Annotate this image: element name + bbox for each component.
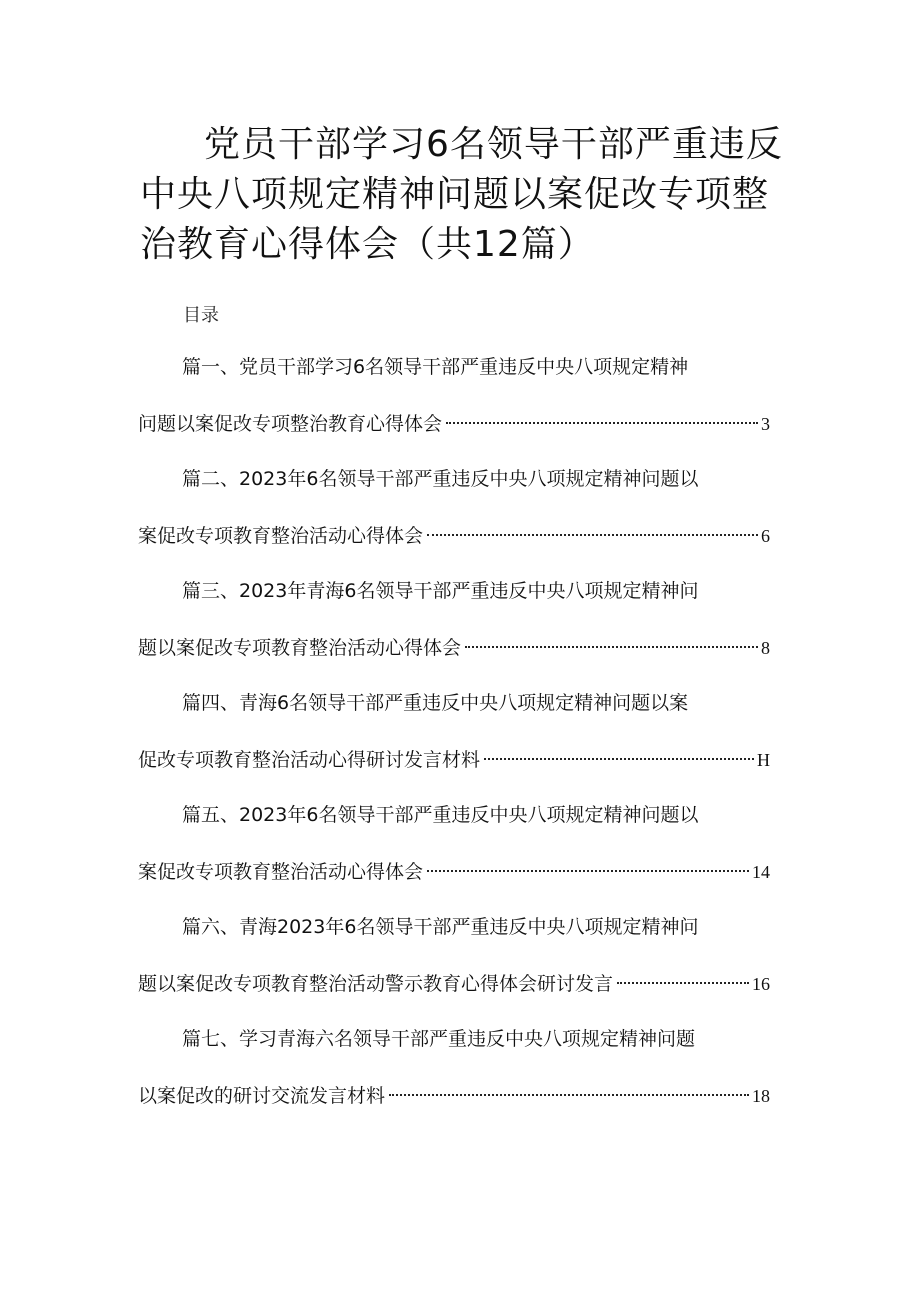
toc-entry-title-line2 (138, 633, 770, 663)
dot-leader (446, 422, 758, 424)
toc-page-number: 6 (761, 526, 770, 546)
toc-entry-title-line2 (138, 969, 770, 999)
toc-entry-title-continuation: 促改专项教育整治活动心得研讨发言材料 (138, 749, 481, 771)
toc-entry-title-continuation: 题以案促改专项教育整治活动警示教育心得体会研讨发言 (138, 973, 614, 995)
toc-page-number: 3 (761, 414, 770, 434)
table-of-contents (138, 352, 778, 1136)
toc-entry-title-line1: 篇六、青海2023年6名领导干部严重违反中央八项规定精神问 (182, 916, 699, 938)
toc-entry-title-continuation: 问题以案促改专项整治教育心得体会 (138, 413, 443, 435)
toc-page-number: H (757, 750, 770, 770)
dot-leader (427, 534, 758, 536)
toc-entry[interactable] (138, 800, 778, 912)
toc-entry-title-line1: 篇三、2023年青海6名领导干部严重违反中央八项规定精神问 (182, 580, 699, 602)
dot-leader (484, 758, 754, 760)
toc-entry[interactable] (138, 688, 778, 800)
toc-entry[interactable] (138, 912, 778, 1024)
toc-entry-title-line1: 篇一、党员干部学习6名领导干部严重违反中央八项规定精神 (182, 356, 689, 378)
toc-entry-title-line2 (138, 521, 770, 551)
dot-leader (389, 1094, 749, 1096)
toc-entry[interactable] (138, 1024, 778, 1136)
toc-entry[interactable] (138, 352, 778, 464)
toc-page-number: 14 (752, 862, 770, 882)
toc-heading: 目录 (183, 305, 219, 326)
toc-entry-title-line1: 篇五、2023年6名领导干部严重违反中央八项规定精神问题以 (182, 804, 699, 826)
document-title: 党员干部学习6名领导干部严重违反中央八项规定精神问题以案促改专项整治教育心得体会（共12篇） (140, 124, 783, 265)
toc-entry-title-continuation: 案促改专项教育整治活动心得体会 (138, 861, 424, 883)
toc-entry-title-continuation: 案促改专项教育整治活动心得体会 (138, 525, 424, 547)
toc-entry-title-line1: 篇二、2023年6名领导干部严重违反中央八项规定精神问题以 (182, 468, 699, 490)
toc-entry-title-continuation: 以案促改的研讨交流发言材料 (138, 1085, 386, 1107)
toc-page-number: 16 (752, 974, 770, 994)
dot-leader (617, 982, 749, 984)
toc-entry[interactable] (138, 464, 778, 576)
toc-entry-title-line2 (138, 745, 770, 775)
toc-entry[interactable] (138, 576, 778, 688)
toc-entry-title-line2 (138, 409, 770, 439)
toc-entry-title-line1: 篇七、学习青海六名领导干部严重违反中央八项规定精神问题 (182, 1028, 696, 1050)
toc-entry-title-line1: 篇四、青海6名领导干部严重违反中央八项规定精神问题以案 (182, 692, 689, 714)
toc-page-number: 18 (752, 1086, 770, 1106)
toc-page-number: 8 (761, 638, 770, 658)
toc-entry-title-line2 (138, 1081, 770, 1111)
toc-entry-title-line2 (138, 857, 770, 887)
dot-leader (427, 870, 749, 872)
toc-entry-title-continuation: 题以案促改专项教育整治活动心得体会 (138, 637, 462, 659)
dot-leader (465, 646, 758, 648)
